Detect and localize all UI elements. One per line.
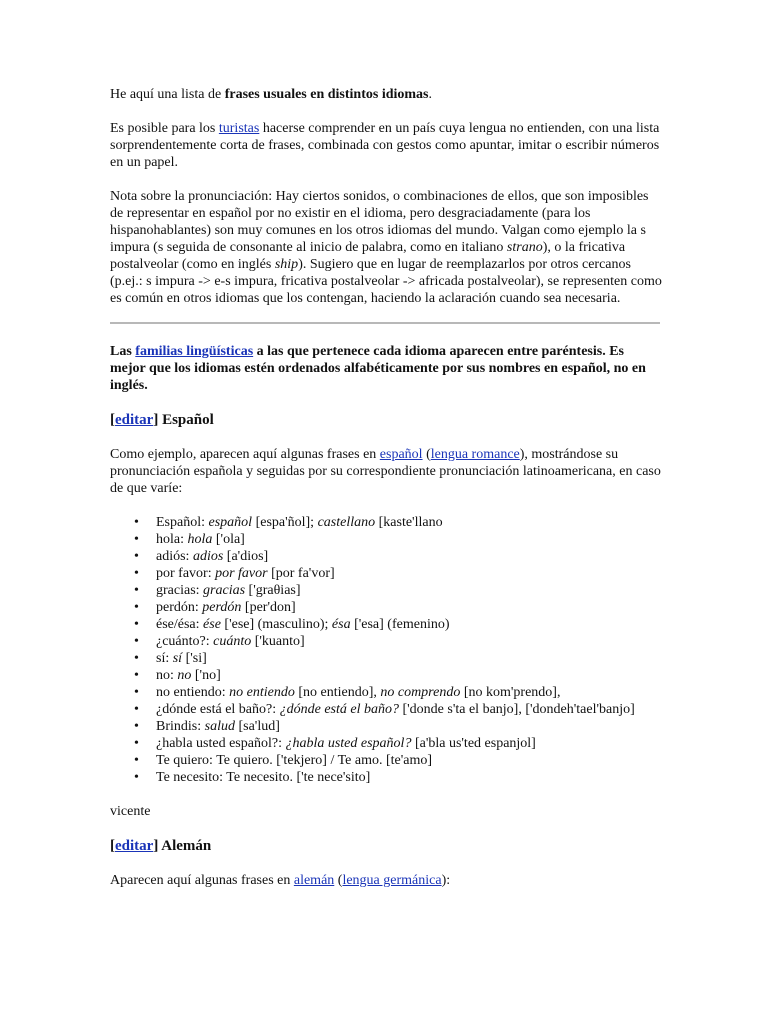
text-run: ): <box>441 873 451 888</box>
list-item <box>156 735 662 752</box>
italic-run: salud <box>204 719 235 734</box>
text-run: ['si] <box>182 651 207 666</box>
text-run: [no entiendo], <box>294 685 381 700</box>
italic-run: ése <box>203 617 221 632</box>
italic-run: gracias <box>203 583 246 598</box>
list-item <box>156 667 662 684</box>
link-espanol[interactable]: español <box>379 447 423 462</box>
section-title: Alemán <box>161 838 212 854</box>
text-run: ¿dónde está el baño?: <box>156 702 280 717</box>
phrase-list <box>110 514 662 786</box>
section-title: Español <box>162 412 214 428</box>
text-run: [a'dios] <box>223 549 269 564</box>
list-item <box>156 718 662 735</box>
list-item <box>156 565 662 582</box>
link-lengua-germanica[interactable]: lengua germánica <box>342 873 442 888</box>
text-run: [per'don] <box>241 600 296 615</box>
list-item <box>156 752 662 769</box>
intro-paragraph <box>110 86 662 103</box>
text-run: ['no] <box>191 668 221 683</box>
list-item <box>156 684 662 701</box>
italic-run: strano <box>506 240 543 255</box>
list-item <box>156 633 662 650</box>
text-run: ¿cuánto?: <box>156 634 214 649</box>
list-item <box>156 701 662 718</box>
text-run: Brindis: <box>156 719 205 734</box>
pronunciation-paragraph <box>110 188 662 307</box>
text-run: a las que pertenece cada idioma aparecen entre paréntesis. Es mejor que los idiomas estén ordenados alfabéticamente por sus nombres en español, no en inglés. <box>110 344 646 393</box>
text-run: perdón: <box>156 600 203 615</box>
text-run: [kaste'llano <box>375 515 443 530</box>
link-aleman[interactable]: alemán <box>293 873 335 888</box>
edit-link-aleman[interactable]: editar <box>115 838 154 854</box>
text-run: ['kuanto] <box>251 634 305 649</box>
text-run: Nota sobre la pronunciación: Hay ciertos sonidos, o combinaciones de ellos, que son imposibles de representar en español por no existir en el idioma, pero desgraciadamente (para los hispanohablantes) son muy comunes en los otros idiomas del mundo. Valgan como ejemplo la s impura (s seguida de consonante al inicio de palabra, como en italiano <box>110 189 649 255</box>
text-run: [no kom'prendo], <box>460 685 561 700</box>
italic-run: sí <box>172 651 183 666</box>
text-run: ése/ésa: <box>156 617 204 632</box>
text-run: gracias: <box>156 583 204 598</box>
text-run: ), o la fricativa postalveolar (como en inglés <box>110 240 626 272</box>
list-item <box>156 582 662 599</box>
italic-run: perdón <box>202 600 242 615</box>
italic-run: ship <box>274 257 299 272</box>
list-item <box>156 599 662 616</box>
text-run: ( <box>422 447 431 462</box>
section-heading-aleman: [editar] Alemán <box>110 838 212 854</box>
text-run: [por fa'vor] <box>267 566 335 581</box>
italic-run: hola <box>187 532 213 547</box>
text-run: ['ese] (masculino); <box>220 617 332 632</box>
italic-run: ésa <box>331 617 351 632</box>
text-run: ¿habla usted español?: <box>156 736 286 751</box>
italic-run: cuánto <box>213 634 252 649</box>
text-run: ['ola] <box>212 532 245 547</box>
text-run: Español: <box>156 515 209 530</box>
text-run: ['donde s'ta el banjo], ['dondeh'tael'banjo] <box>399 702 635 717</box>
text-run: ), mostrándose su pronunciación española y seguidas por su correspondiente pronunciación latinoamericana, en caso de que varíe: <box>110 447 661 496</box>
list-item <box>156 548 662 565</box>
article-body <box>110 86 662 906</box>
intro-text: He aquí una lista de <box>110 87 225 102</box>
italic-run: no entiendo <box>229 685 295 700</box>
section-desc-espanol <box>110 446 662 497</box>
text-run: adiós: <box>156 549 193 564</box>
text-run: Las <box>110 344 136 359</box>
text-run: por favor: <box>156 566 216 581</box>
text-run: no: <box>156 668 178 683</box>
text-run: Es posible para los <box>110 121 219 136</box>
list-item <box>156 616 662 633</box>
italic-run: ¿dónde está el baño? <box>279 702 399 717</box>
list-item <box>156 514 662 531</box>
text-run: Te necesito: Te necesito. ['te nece'sito] <box>156 770 371 785</box>
text-run: [sa'lud] <box>234 719 280 734</box>
text-run: no entiendo: <box>156 685 230 700</box>
italic-run: ¿habla usted español? <box>285 736 412 751</box>
italic-run: no <box>177 668 192 683</box>
signature: vicente <box>110 804 151 819</box>
italic-run: adios <box>192 549 224 564</box>
intro-bold: frases usuales en distintos idiomas <box>224 87 429 102</box>
text-run: Aparecen aquí algunas frases en <box>110 873 294 888</box>
italic-run: no comprendo <box>380 685 461 700</box>
list-item <box>156 650 662 667</box>
list-item <box>156 531 662 548</box>
text-run: sí: <box>156 651 173 666</box>
horizontal-rule <box>110 322 660 324</box>
text-run: ['esa] (femenino) <box>350 617 450 632</box>
text-run: [espa'ñol]; <box>252 515 318 530</box>
italic-run: castellano <box>317 515 376 530</box>
italic-run: español <box>208 515 253 530</box>
text-run: hola: <box>156 532 188 547</box>
edit-link-espanol[interactable]: editar <box>115 412 154 428</box>
text-run: hacerse comprender en un país cuya lengua no entienden, con una lista sorprendentemente corta de frases, combinada con gestos como apuntar, imitar o escribir números en un papel. <box>110 121 660 170</box>
section-heading-espanol: [editar] Español <box>110 412 214 428</box>
link-lengua-romance[interactable]: lengua romance <box>430 447 520 462</box>
list-item <box>156 769 662 786</box>
text-run: Como ejemplo, aparecen aquí algunas frases en <box>110 447 380 462</box>
families-note <box>110 343 662 394</box>
italic-run: por favor <box>215 566 268 581</box>
link-turistas[interactable]: turistas <box>218 121 260 136</box>
text-run: ). Sugiero que en lugar de reemplazarlos por otros cercanos (p.ej.: s impura -> e-s impura, fricativa postalveolar -> africada postalveolar), se representen como es común en otros idiomas que los contengan, haciendo la aclaración cuando sea necesaria. <box>110 257 662 306</box>
text-run: Te quiero: Te quiero. ['tekjero] / Te amo. [te'amo] <box>156 753 433 768</box>
tourists-paragraph <box>110 120 662 171</box>
text-run: [a'bla us'ted espanjol] <box>411 736 536 751</box>
section-desc-aleman <box>110 872 662 889</box>
text-run: ( <box>334 873 343 888</box>
link-familias-linguisticas[interactable]: familias lingüísticas <box>135 344 254 359</box>
text-run: ['graθias] <box>245 583 301 598</box>
intro-end: . <box>428 87 432 102</box>
